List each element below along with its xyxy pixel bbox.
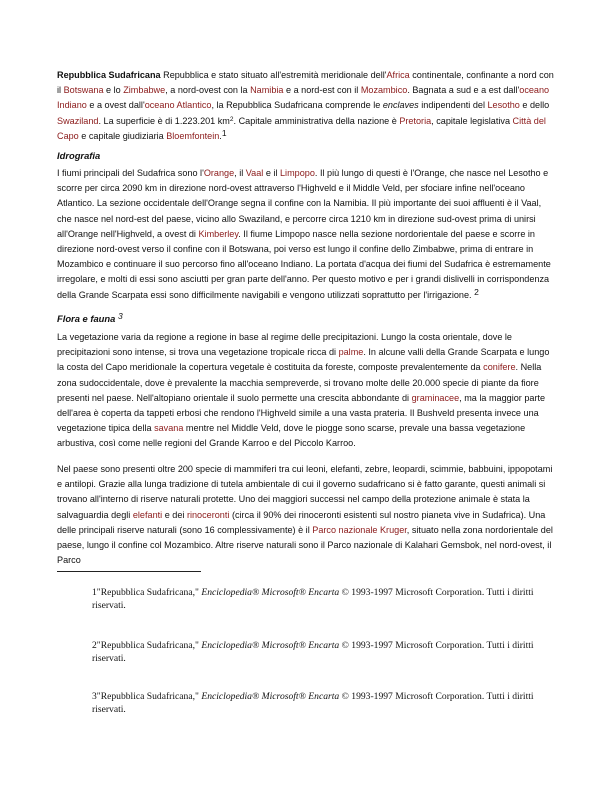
text-run: e il xyxy=(263,168,280,178)
text-run: e lo xyxy=(103,85,124,96)
text-run: , la Repubblica Sudafricana comprende le xyxy=(211,100,383,111)
text-run: La vegetazione varia da regione a regione in base al regime delle precipitazioni. Lungo la costa orientale, dove le precipitazioni sono intense, si trova una vegetazione tropicale ricca di xyxy=(57,332,512,358)
footnote-text: © 1993-1997 Microsoft Corporation. Tutti i diritti riservati. xyxy=(92,640,534,664)
footnote-number: 1 xyxy=(92,587,97,598)
text-run: . In alcune valli della Grande Scarpata e lungo la costa del Capo meridionale la copertura vegetale è costituita da foreste, composte prevalentemente da xyxy=(57,347,550,373)
text-run: , il xyxy=(234,168,246,178)
link-bloemfontein[interactable]: Bloemfontein xyxy=(166,130,220,141)
link-botswana[interactable]: Botswana xyxy=(63,85,104,96)
text-run: , situato nella zona nordorientale del paese, lungo il confine col Mozambico. Altre riserve naturali sono il Parco nazionale di Kalahari Gemsbok, nel nord-ovest, il Parco xyxy=(57,524,553,566)
footnote-text: © 1993-1997 Microsoft Corporation. Tutti i diritti riservati. xyxy=(92,691,534,715)
link-savana[interactable]: savana xyxy=(154,423,184,434)
section-heading-flora-fauna xyxy=(57,313,123,324)
link-palme[interactable]: palme xyxy=(338,347,364,358)
footnote-text: "Repubblica Sudafricana," xyxy=(96,640,202,651)
text-run: continentale, confinante a nord con il xyxy=(57,70,554,96)
text-run: . Nella zona sudoccidentale, dove è prevalente la macchia sempreverde, si trovano molte delle 20.000 specie di piante da fiore presenti nel paese. Nell'altopiano orientale il suolo permette una crescita abbondante di xyxy=(57,362,542,403)
fauna-paragraph xyxy=(57,462,557,568)
text-run: Nel paese sono presenti oltre 200 specie di mammiferi tra cui leoni, elefanti, zebre, leopardi, scimmie, babbuini, ippopotami e antilopi. Grazie alla lunga tradizione di tutela ambientale di cui il governo sudafricano si è fatto garante, questi animali si trovano all'interno di riserve naturali protette. Uno dei maggiori successi nel campo della protezione animale è stata la salvaguardia degli xyxy=(57,464,553,520)
intro-paragraph xyxy=(57,68,557,144)
footnote-work-title: Enciclopedia® Microsoft® Encarta xyxy=(201,691,340,702)
text-run: . Capitale amministrativa della nazione è xyxy=(233,115,400,126)
text-run: (circa il 90% dei rinoceronti esistenti sul nostro pianeta vive in Sudafrica). Una delle principali riserve naturali (sono 16 complessivamente) è il xyxy=(57,509,546,535)
footnote-work-title: Enciclopedia® Microsoft® Encarta xyxy=(201,640,340,651)
link-kimberley[interactable]: Kimberley xyxy=(198,228,239,239)
text-run: e dello xyxy=(519,100,550,111)
link-africa[interactable]: Africa xyxy=(386,70,410,80)
link-parco-kruger[interactable]: Parco nazionale Kruger xyxy=(312,524,407,535)
footnote-ref-3[interactable]: 3 xyxy=(117,311,123,321)
link-elefanti[interactable]: elefanti xyxy=(132,509,163,520)
footnote-number: 2 xyxy=(92,640,97,651)
link-namibia[interactable]: Namibia xyxy=(250,85,284,96)
link-pretoria[interactable]: Pretoria xyxy=(399,115,432,126)
text-run: , capitale legislativa xyxy=(431,115,513,126)
italic-text: enclaves xyxy=(382,100,419,111)
footnote-3 xyxy=(92,690,542,716)
link-mozambico[interactable]: Mozambico xyxy=(360,85,408,96)
text-run: e a nord-est con il xyxy=(283,85,361,96)
footnote-text: "Repubblica Sudafricana," xyxy=(96,587,202,598)
footnote-text: "Repubblica Sudafricana," xyxy=(96,691,202,702)
text-run: I fiumi principali del Sudafrica sono l' xyxy=(57,168,204,178)
article-term: Repubblica Sudafricana xyxy=(57,70,161,80)
link-orange[interactable]: Orange xyxy=(203,168,235,178)
footnote-ref-2[interactable]: 2 xyxy=(474,286,479,297)
footnote-ref-1[interactable]: 1 xyxy=(221,127,227,138)
text-run: , ma la maggior parte dell'area è coperta da tappeti erbosi che rendono l'Highveld simile a una vasta prateria. Il Bushveld presenta invece una vegetazione tipica della xyxy=(57,392,546,434)
link-limpopo[interactable]: Limpopo xyxy=(280,168,315,178)
text-run: indipendenti del xyxy=(418,100,488,111)
link-zimbabwe[interactable]: Zimbabwe xyxy=(123,85,166,96)
link-swaziland[interactable]: Swaziland xyxy=(57,115,99,126)
footnote-text: © 1993-1997 Microsoft Corporation. Tutti i diritti riservati. xyxy=(92,587,534,611)
superscript: 2 xyxy=(229,115,234,123)
section-heading-idrografia: Idrografia xyxy=(57,150,101,161)
idrografia-paragraph xyxy=(57,166,557,303)
footnote-number: 3 xyxy=(92,691,97,702)
flora-paragraph xyxy=(57,330,557,452)
link-oceano-indiano[interactable]: oceano Indiano xyxy=(57,85,550,111)
heading-text: Flora e fauna xyxy=(57,313,116,324)
link-oceano-atlantico[interactable]: oceano Atlantico xyxy=(144,100,212,111)
text-run: e dei xyxy=(162,509,187,520)
text-run: , a nord-ovest con la xyxy=(165,85,251,96)
link-graminacee[interactable]: graminacee xyxy=(411,392,460,403)
text-run: . La superficie è di 1.223.201 km xyxy=(98,115,230,126)
text-run: . Il fiume Limpopo nasce nella sezione nordorientale del paese e scorre in direzione nord-ovest verso il confine con il Botswana, poi verso est lungo il confine dello Zimbabwe, prima di entrare in Mozambico e continuare il suo percorso fino all'oceano Indiano. La portata d'acqua dei fiumi del Sudafrica è estremamente irregolare, e molti di essi sono asciutti per gran parte dell'anno. Per questo motivo e per i grandi dislivelli in corrispondenza della Grande Scarpata essi sono difficilmente navigabili e vengono utilizzati soprattutto per l'irrigazione. xyxy=(57,228,551,300)
link-vaal[interactable]: Vaal xyxy=(245,168,264,178)
text-run: mentre nel Middle Veld, dove le piogge sono scarse, prevale una bassa vegetazione arbustiva, così come nelle regioni del Grande Karroo e del Piccolo Karroo. xyxy=(57,423,526,449)
link-lesotho[interactable]: Lesotho xyxy=(487,100,520,111)
text-run: . Bagnata a sud e a est dall' xyxy=(407,85,520,96)
text-run: . xyxy=(219,130,222,141)
link-rinoceronti[interactable]: rinoceronti xyxy=(186,509,230,520)
text-run: e a ovest dall' xyxy=(86,100,145,111)
link-conifere[interactable]: conifere xyxy=(483,362,516,373)
text-run: . Il più lungo di questi è l'Orange, che nasce nel Lesotho e scorre per circa 2090 km in direzione nord-ovest attraverso l'Highveld e il Middle Veld, per sfociare infine nell'oceano Atlantico. La sezione occidentale dell'Orange segna il confine con la Namibia. Il più importante dei suoi affluenti è il Vaal, che nasce nel nord-est del paese, vicino allo Swaziland, e percorre circa 1210 km in direzione sud-ovest prima di unirsi all'Orange nell'Highveld, a ovest di xyxy=(57,168,549,239)
text-run: e capitale giudiziaria xyxy=(78,130,167,141)
footnote-2 xyxy=(92,639,542,665)
footnote-work-title: Enciclopedia® Microsoft® Encarta xyxy=(201,587,340,598)
footnote-1 xyxy=(92,586,542,612)
text-run: Repubblica e stato situato all'estremità meridionale dell' xyxy=(160,70,387,80)
footnote-separator xyxy=(57,571,201,572)
link-citta-del-capo[interactable]: Città del Capo xyxy=(57,115,546,141)
